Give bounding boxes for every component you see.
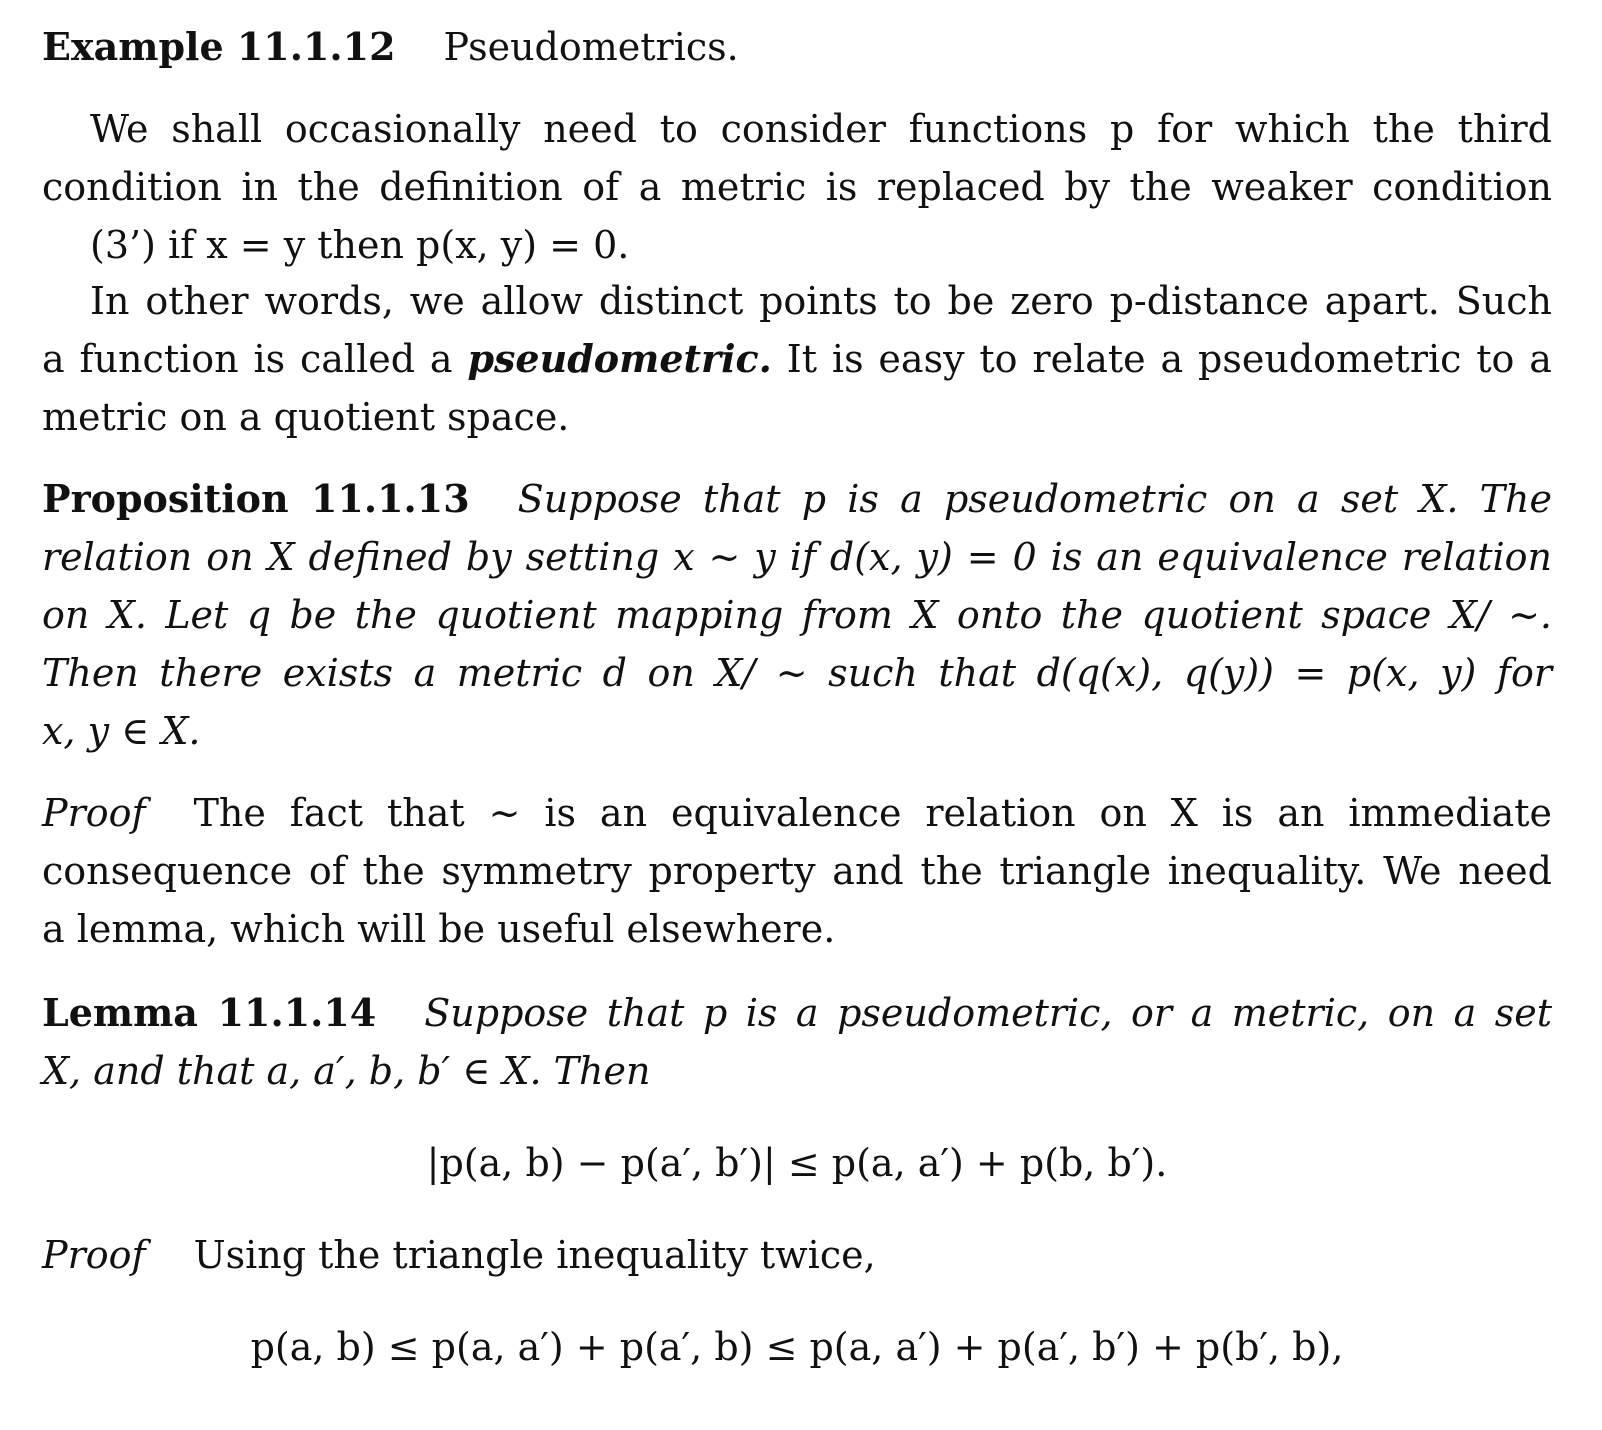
proof1-label: Proof xyxy=(42,791,146,835)
proposition-line-5: x, y ∈ X. xyxy=(42,709,201,753)
lemma-first-line: Suppose that p is a pseudometric, or a metric, on a set xyxy=(424,991,1552,1035)
proof1-line-1 xyxy=(42,784,1552,842)
proposition-line-1 xyxy=(42,470,1552,528)
proof2-label: Proof xyxy=(42,1233,146,1277)
proof1-first-line: The fact that ∼ is an equivalence relation on X is an immediate xyxy=(193,791,1552,835)
example-condition: (3’) if x = y then p(x, y) = 0. xyxy=(90,223,630,267)
proof2-line-1 xyxy=(42,1226,1552,1284)
proof2-text: Using the triangle inequality twice, xyxy=(193,1233,876,1277)
pseudometric-term: pseudometric. xyxy=(467,336,772,381)
example-line-5 xyxy=(42,330,1552,388)
lemma-equation: |p(a, b) − p(a′, b′)| ≤ p(a, a′) + p(b, b′). xyxy=(426,1141,1168,1185)
example-label: Example 11.1.12 xyxy=(42,24,396,69)
proof2-equation: p(a, b) ≤ p(a, a′) + p(a′, b) ≤ p(a, a′) + p(a′, b′) + p(b′, b), xyxy=(250,1325,1344,1369)
example-title: Pseudometrics. xyxy=(443,25,739,69)
proposition-line-2: relation on X defined by setting x ∼ y if d(x, y) = 0 is an equivalence relation xyxy=(42,535,1552,579)
example-line-1: We shall occasionally need to consider functions p for which the third xyxy=(90,107,1552,151)
proposition-line-4: Then there exists a metric d on X/ ∼ such that d(q(x), q(y)) = p(x, y) for xyxy=(42,651,1552,695)
proof1-line-2: consequence of the symmetry property and the triangle inequality. We need xyxy=(42,849,1552,893)
proposition-label: Proposition 11.1.13 xyxy=(42,476,470,521)
example-line-5-after: It is easy to relate a pseudometric to a xyxy=(786,337,1552,381)
example-heading xyxy=(42,18,1552,76)
proposition-line-3: on X. Let q be the quotient mapping from X onto the quotient space X/ ∼. xyxy=(42,593,1552,637)
example-line-5-before: a function is called a xyxy=(42,337,453,381)
lemma-line-2: X, and that a, a′, b, b′ ∈ X. Then xyxy=(42,1049,651,1093)
proposition-first-line: Suppose that p is a pseudometric on a set X. The xyxy=(517,477,1552,521)
example-line-6: metric on a quotient space. xyxy=(42,395,570,439)
lemma-line-1 xyxy=(42,984,1552,1042)
lemma-label: Lemma 11.1.14 xyxy=(42,990,377,1035)
example-line-2: condition in the definition of a metric is replaced by the weaker condition xyxy=(42,165,1552,209)
example-line-4: In other words, we allow distinct points to be zero p-distance apart. Such xyxy=(90,279,1552,323)
proof1-line-3: a lemma, which will be useful elsewhere. xyxy=(42,907,836,951)
